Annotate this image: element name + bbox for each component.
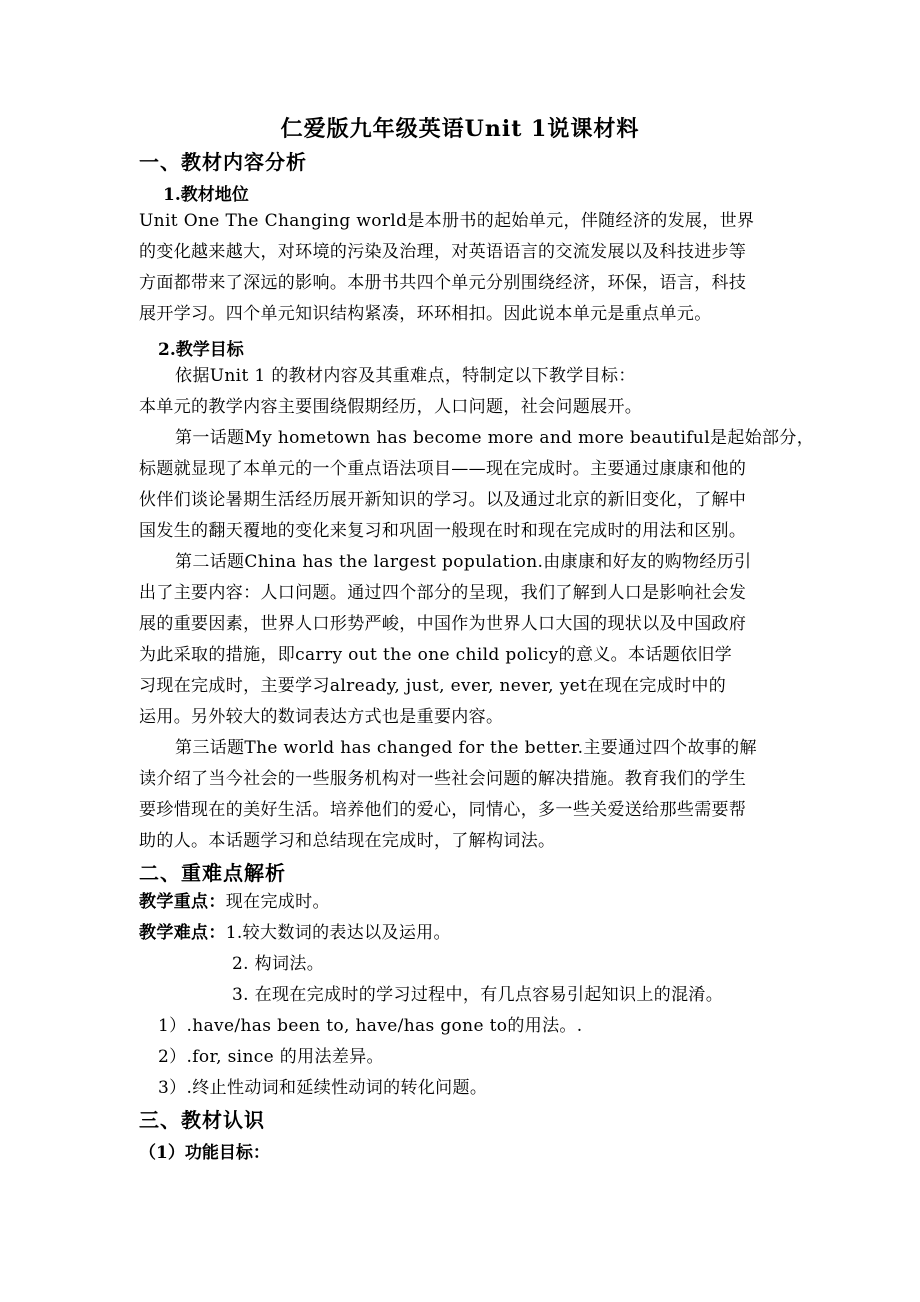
paragraph-line: 第一话题My hometown has become more and more beautiful是起始部分， — [175, 428, 815, 448]
paragraph-line: 为此采取的措施，即carry out the one child policy的意义。本话题依旧学 — [139, 645, 733, 665]
subsection-heading-3: （1）功能目标： — [139, 1143, 270, 1163]
paragraph-line: 依据Unit 1 的教材内容及其重难点，特制定以下教学目标： — [175, 366, 636, 386]
difficult-point-label: 教学难点： — [139, 923, 226, 943]
confusion-point: 1）.have/has been to, have/has gone to的用法。. — [158, 1016, 583, 1036]
subsection-heading-1: 1.教材地位 — [163, 185, 249, 205]
key-point-line — [139, 892, 330, 912]
paragraph-line: 出了主要内容：人口问题。通过四个部分的呈现，我们了解到人口是影响社会发 — [139, 583, 747, 603]
paragraph-line: 运用。另外较大的数词表达方式也是重要内容。 — [139, 707, 504, 727]
paragraph-line: 第二话题China has the largest population.由康康和好友的购物经历引 — [175, 552, 752, 572]
paragraph-line: Unit One The Changing world是本册书的起始单元，伴随经济的发展，世界 — [139, 211, 755, 231]
paragraph-line: 国发生的翻天覆地的变化来复习和巩固一般现在时和现在完成时的用法和区别。 — [139, 521, 747, 541]
paragraph-line: 读介绍了当今社会的一些服务机构对一些社会问题的解决措施。教育我们的学生 — [139, 769, 747, 789]
paragraph-line: 标题就显现了本单元的一个重点语法项目——现在完成时。主要通过康康和他的 — [139, 459, 747, 479]
paragraph-line: 本单元的教学内容主要围绕假期经历，人口问题，社会问题展开。 — [139, 397, 643, 417]
difficult-point-item: 3. 在现在完成时的学习过程中，有几点容易引起知识上的混淆。 — [232, 985, 724, 1005]
section-heading-3: 三、教材认识 — [139, 1108, 265, 1132]
section-heading-2: 二、重难点解析 — [139, 861, 286, 885]
paragraph-line: 展开学习。四个单元知识结构紧凑，环环相扣。因此说本单元是重点单元。 — [139, 304, 712, 324]
paragraph-line: 方面都带来了深远的影响。本册书共四个单元分别围绕经济，环保，语言，科技 — [139, 273, 747, 293]
paragraph-line: 第三话题The world has changed for the better.主要通过四个故事的解 — [175, 738, 757, 758]
difficult-point-item: 1.较大数词的表达以及运用。 — [225, 923, 451, 943]
difficult-point-item: 2. 构词法。 — [232, 954, 325, 974]
paragraph-line: 要珍惜现在的美好生活。培养他们的爱心，同情心，多一些关爱送给那些需要帮 — [139, 800, 747, 820]
subsection-heading-2: 2.教学目标 — [158, 340, 244, 360]
paragraph-line: 的变化越来越大，对环境的污染及治理，对英语语言的交流发展以及科技进步等 — [139, 242, 747, 262]
section-heading-1: 一、教材内容分析 — [139, 150, 307, 174]
confusion-point: 3）.终止性动词和延续性动词的转化问题。 — [158, 1078, 488, 1098]
paragraph-line: 习现在完成时，主要学习already, just, ever, never, yet在现在完成时中的 — [139, 676, 727, 696]
paragraph-line: 助的人。本话题学习和总结现在完成时，了解构词法。 — [139, 831, 556, 851]
confusion-point: 2）.for, since 的用法差异。 — [158, 1047, 384, 1067]
key-point-text: 现在完成时。 — [225, 892, 330, 912]
key-point-label: 教学重点： — [139, 892, 226, 912]
document-title: 仁爱版九年级英语Unit 1说课材料 — [280, 116, 640, 142]
difficult-point-line — [139, 923, 451, 943]
paragraph-line: 伙伴们谈论暑期生活经历展开新知识的学习。以及通过北京的新旧变化，了解中 — [139, 490, 747, 510]
paragraph-line: 展的重要因素，世界人口形势严峻，中国作为世界人口大国的现状以及中国政府 — [139, 614, 747, 634]
